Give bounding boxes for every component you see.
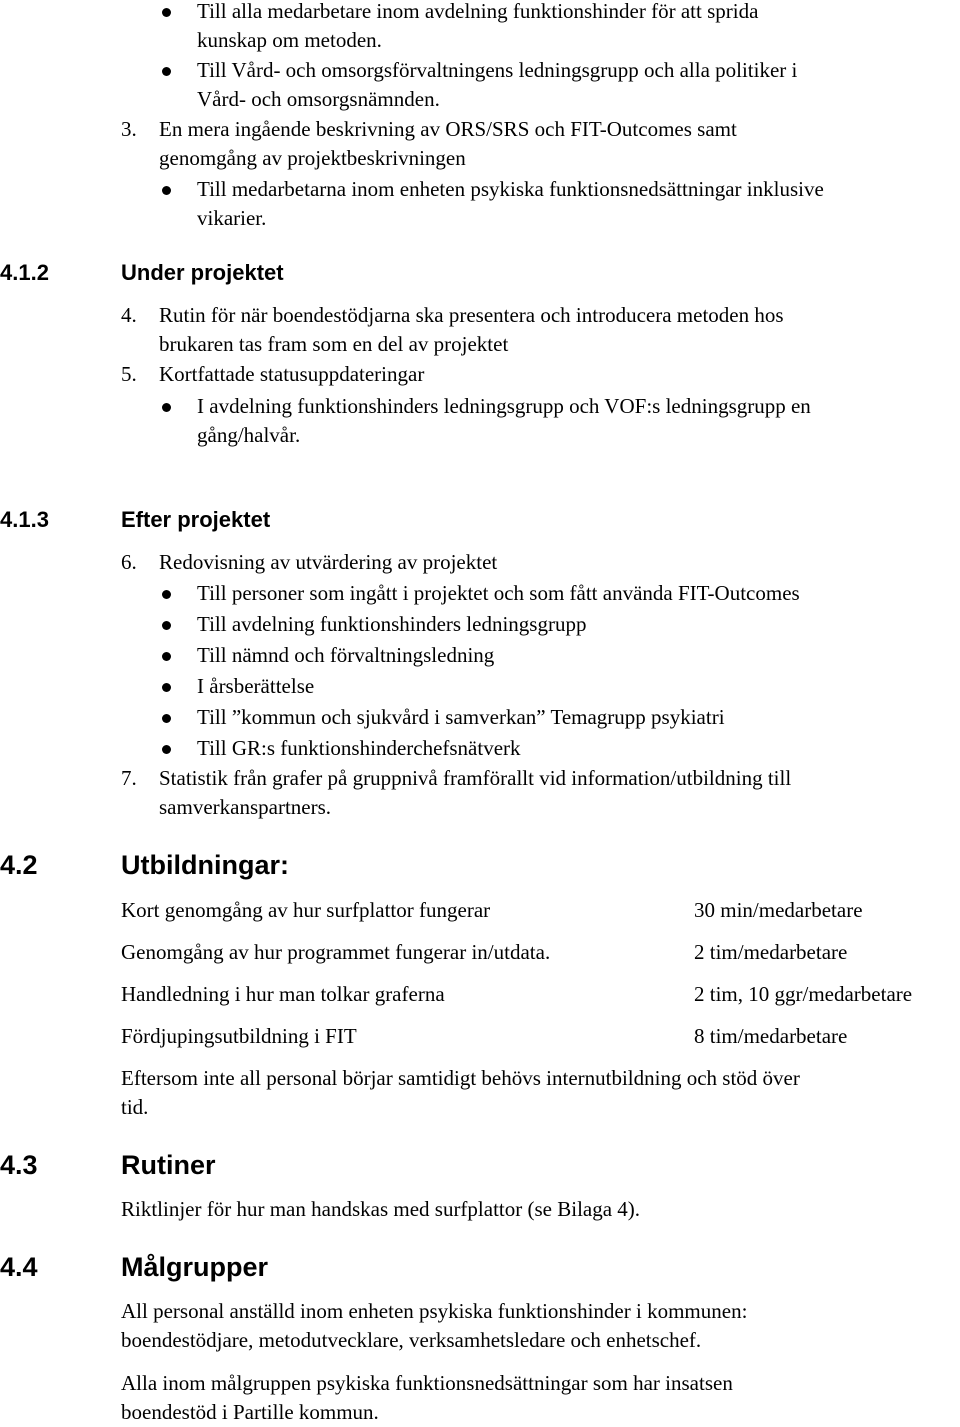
bullet-icon xyxy=(162,683,171,692)
paragraph: boendestödjare, metodutvecklare, verksamhetsledare och enhetschef. xyxy=(121,1328,702,1352)
section-number: 4.2 xyxy=(0,850,38,880)
section-heading: Utbildningar: xyxy=(121,850,289,880)
bullet-icon xyxy=(162,403,171,412)
bullet-icon xyxy=(162,621,171,630)
list-number: 7. xyxy=(121,766,137,790)
paragraph: Eftersom inte all personal börjar samtidigt behövs internutbildning och stöd över xyxy=(121,1066,800,1090)
section-heading: Målgrupper xyxy=(121,1252,269,1282)
paragraph: tid. xyxy=(121,1095,149,1119)
training-time: 2 tim/medarbetare xyxy=(694,940,848,964)
list-item: Rutin för när boendestödjarna ska presentera och introducera metoden hos xyxy=(159,303,784,327)
list-item: Till personer som ingått i projektet och som fått använda FIT-Outcomes xyxy=(197,581,800,605)
bullet-icon xyxy=(162,590,171,599)
section-heading: Efter projektet xyxy=(121,507,271,532)
list-item: brukaren tas fram som en del av projektet xyxy=(159,332,509,356)
list-number: 4. xyxy=(121,303,137,327)
paragraph: Riktlinjer för hur man handskas med surfplattor (se Bilaga 4). xyxy=(121,1197,641,1221)
list-item: gång/halvår. xyxy=(197,423,301,447)
training-time: 30 min/medarbetare xyxy=(694,898,863,922)
list-item: vikarier. xyxy=(197,206,267,230)
section-heading: Rutiner xyxy=(121,1150,216,1180)
bullet-icon xyxy=(162,745,171,754)
paragraph: All personal anställd inom enheten psykiska funktionshinder i kommunen: xyxy=(121,1299,748,1323)
list-number: 3. xyxy=(121,117,137,141)
training-time: 8 tim/medarbetare xyxy=(694,1024,848,1048)
list-item: Till ”kommun och sjukvård i samverkan” Temagrupp psykiatri xyxy=(197,705,725,729)
training-item: Fördjupingsutbildning i FIT xyxy=(121,1024,357,1048)
paragraph: boendestöd i Partille kommun. xyxy=(121,1400,379,1424)
list-number: 6. xyxy=(121,550,137,574)
paragraph: Alla inom målgruppen psykiska funktionsnedsättningar som har insatsen xyxy=(121,1371,733,1395)
section-heading: Under projektet xyxy=(121,260,284,285)
bullet-icon xyxy=(162,714,171,723)
list-item: Vård- och omsorgsnämnden. xyxy=(197,87,440,111)
list-item: samverkanspartners. xyxy=(159,795,332,819)
training-item: Handledning i hur man tolkar graferna xyxy=(121,982,445,1006)
list-item: Kortfattade statusuppdateringar xyxy=(159,362,425,386)
list-item: Till avdelning funktionshinders ledningsgrupp xyxy=(197,612,587,636)
section-number: 4.1.2 xyxy=(0,260,49,285)
list-item: Till Vård- och omsorgsförvaltningens ledningsgrupp och alla politiker i xyxy=(197,58,798,82)
list-item: En mera ingående beskrivning av ORS/SRS och FIT-Outcomes samt xyxy=(159,117,737,141)
list-item: Till nämnd och förvaltningsledning xyxy=(197,643,495,667)
list-number: 5. xyxy=(121,362,137,386)
section-number: 4.1.3 xyxy=(0,507,49,532)
training-item: Genomgång av hur programmet fungerar in/utdata. xyxy=(121,940,551,964)
bullet-icon xyxy=(162,8,171,17)
list-item: genomgång av projektbeskrivningen xyxy=(159,146,466,170)
bullet-icon xyxy=(162,67,171,76)
list-item: Till alla medarbetare inom avdelning funktionshinder för att sprida xyxy=(197,0,759,23)
list-item: Statistik från grafer på gruppnivå framförallt vid information/utbildning till xyxy=(159,766,792,790)
training-time: 2 tim, 10 ggr/medarbetare xyxy=(694,982,913,1006)
list-item: I årsberättelse xyxy=(197,674,315,698)
bullet-icon xyxy=(162,652,171,661)
list-item: Redovisning av utvärdering av projektet xyxy=(159,550,498,574)
training-item: Kort genomgång av hur surfplattor fungerar xyxy=(121,898,491,922)
list-item: Till medarbetarna inom enheten psykiska funktionsnedsättningar inklusive xyxy=(197,177,824,201)
list-item: kunskap om metoden. xyxy=(197,28,382,52)
section-number: 4.4 xyxy=(0,1252,38,1282)
list-item: Till GR:s funktionshinderchefsnätverk xyxy=(197,736,521,760)
bullet-icon xyxy=(162,186,171,195)
section-number: 4.3 xyxy=(0,1150,38,1180)
list-item: I avdelning funktionshinders ledningsgrupp och VOF:s ledningsgrupp en xyxy=(197,394,811,418)
